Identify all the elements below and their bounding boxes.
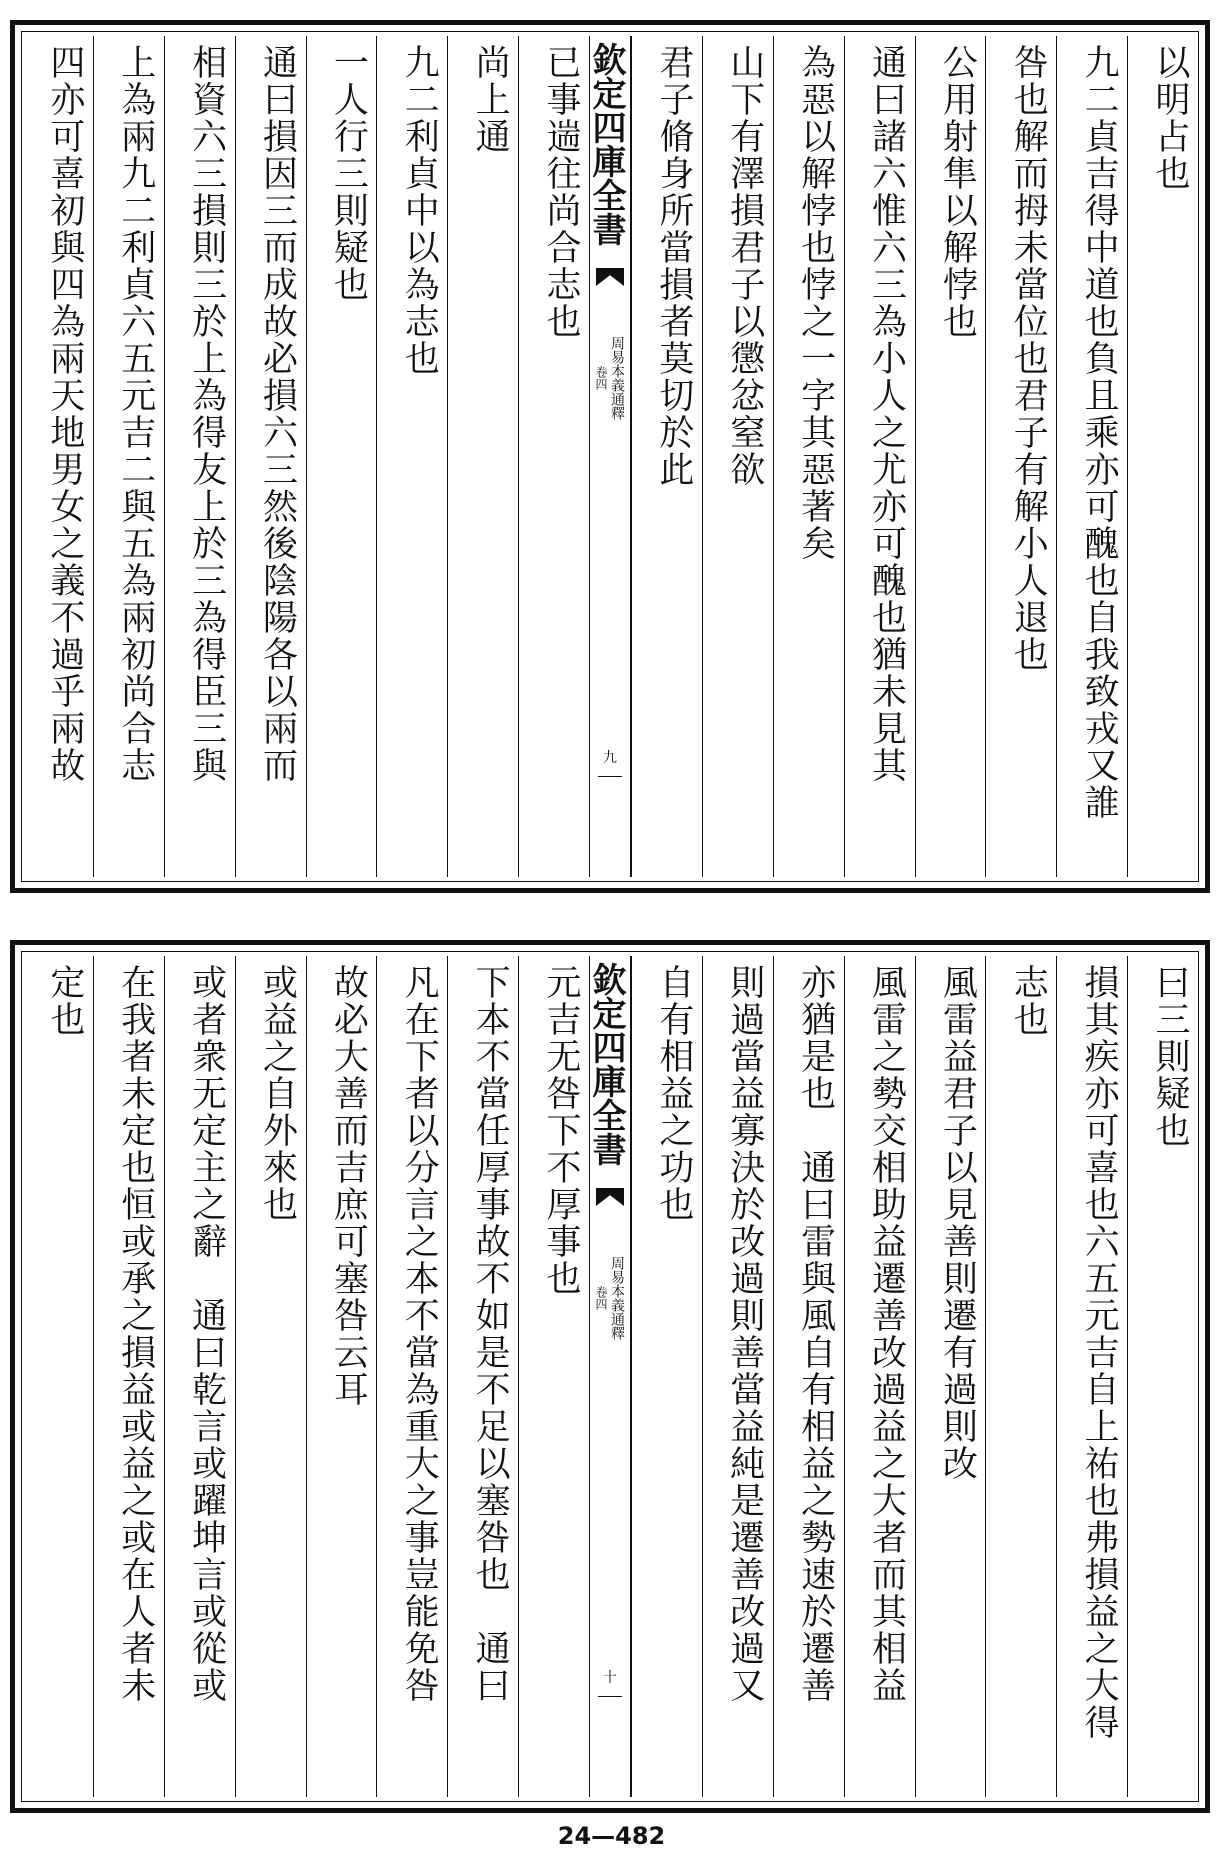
bottom-column-text: 下本不當任厚事故不如是不足以塞咎也 通曰 (470, 964, 511, 1704)
top-text-column (915, 36, 986, 877)
top-column-text: 為惡以解悖也悖之一字其惡著矣 (795, 44, 836, 562)
bottom-text-column (844, 956, 915, 1797)
top-column-text: 君子脩身所當損者莫切於此 (653, 44, 694, 488)
bottom-column-text: 風雷益君子以見善則遷有過則改 (937, 964, 978, 1482)
top-column-text: 九二利貞中以為志也 (399, 44, 440, 377)
top-page-inner-frame (21, 31, 1199, 882)
top-text-column (1056, 36, 1127, 877)
top-column-text: 通曰損因三而成故必損六三然後陰陽各以兩而 (257, 44, 298, 784)
top-column-text: 一人行三則疑也 (328, 44, 369, 303)
bottom-page-inner-frame (21, 951, 1199, 1802)
top-column-text: 公用射隼以解悖也 (937, 44, 978, 340)
top-column-text: 相資六三損則三於上為得友上於三為得臣三與 (186, 44, 227, 784)
bottom-column-text: 定也 (44, 964, 85, 1038)
top-text-column (306, 36, 377, 877)
bottom-fish-tail-mark (596, 1188, 624, 1206)
page-footer-number: 24—482 (557, 1822, 666, 1850)
top-column-text: 以明占也 (1150, 44, 1190, 192)
bottom-center-band (586, 956, 631, 1797)
top-text-column (985, 36, 1056, 877)
top-column-text: 山下有澤損君子以懲忿窒欲 (724, 44, 765, 488)
top-text-column (1127, 36, 1198, 877)
top-column-text: 尚上通 (470, 44, 511, 155)
bottom-column-text: 凡在下者以分言之本不當為重大之事豈能免咎 (399, 964, 440, 1704)
top-text-column (702, 36, 773, 877)
top-band-subtitle: 周易本義通釋 (609, 336, 625, 420)
top-band-page-number: 九 (603, 750, 617, 766)
top-column-text: 通曰諸六惟六三為小人之尤亦可醜也猶未見其 (866, 44, 907, 784)
bottom-column-text: 志也 (1008, 964, 1049, 1038)
top-text-column (93, 36, 164, 877)
top-band-volume: 卷四 (594, 366, 608, 390)
bottom-column-text: 亦猶是也 通曰雷與風自有相益之勢速於遷善 (795, 964, 836, 1704)
top-text-column (518, 36, 589, 877)
bottom-text-column (447, 956, 518, 1797)
top-text-column (22, 36, 93, 877)
top-column-text: 上為兩九二利貞六五元吉二與五為兩初尚合志 (115, 44, 156, 784)
top-band-title: 欽定四庫全書 (586, 42, 626, 246)
bottom-column-text: 曰三則疑也 (1150, 964, 1190, 1149)
top-text-column (631, 36, 702, 877)
bottom-column-text: 或者衆无定主之辭 通曰乾言或躍坤言或從或 (186, 964, 227, 1704)
bottom-text-column (1127, 956, 1198, 1797)
bottom-text-column (22, 956, 93, 1797)
bottom-text-column (631, 956, 702, 1797)
top-column-text: 已事遄往尚合志也 (541, 44, 581, 340)
bottom-text-column (164, 956, 235, 1797)
bottom-text-column (235, 956, 306, 1797)
bottom-text-column (773, 956, 844, 1797)
top-column-text: 九二貞吉得中道也負且乘亦可醜也自我致戎又誰 (1079, 44, 1120, 821)
bottom-column-text: 損其疾亦可喜也六五元吉自上祐也弗損益之大得 (1079, 964, 1120, 1741)
top-text-column (376, 36, 447, 877)
bottom-text-column (985, 956, 1056, 1797)
bottom-column-text: 自有相益之功也 (653, 964, 694, 1223)
bottom-column-text: 風雷之勢交相助益遷善改過益之大者而其相益 (866, 964, 907, 1704)
top-column-text: 四亦可喜初與四為兩天地男女之義不過乎兩故 (44, 44, 85, 784)
top-text-column (447, 36, 518, 877)
bottom-text-column (518, 956, 589, 1797)
top-column-text: 咎也解而拇未當位也君子有解小人退也 (1008, 44, 1049, 673)
bottom-band-volume: 卷四 (594, 1286, 608, 1310)
bottom-column-text: 則過當益寡決於改過則善當益純是遷善改過又 (724, 964, 765, 1704)
bottom-text-column (93, 956, 164, 1797)
bottom-text-column (702, 956, 773, 1797)
top-text-column (844, 36, 915, 877)
bottom-column-text: 在我者未定也恒或承之損益或益之或在人者未 (115, 964, 156, 1704)
bottom-page-frame (10, 940, 1210, 1813)
bottom-text-column (306, 956, 377, 1797)
top-text-column (164, 36, 235, 877)
top-text-column (773, 36, 844, 877)
top-center-band (586, 36, 631, 877)
top-fish-tail-mark (596, 268, 624, 286)
bottom-band-subtitle: 周易本義通釋 (609, 1256, 625, 1340)
bottom-band-title: 欽定四庫全書 (586, 962, 626, 1166)
bottom-text-column (915, 956, 986, 1797)
top-band-rule (598, 776, 622, 778)
bottom-band-page-number: 十 (603, 1670, 617, 1686)
top-page-frame (10, 20, 1210, 893)
bottom-text-column (1056, 956, 1127, 1797)
bottom-column-text: 故必大善而吉庶可塞咎云耳 (328, 964, 369, 1408)
top-text-column (235, 36, 306, 877)
bottom-column-text: 元吉无咎下不厚事也 (541, 964, 581, 1297)
bottom-text-column (376, 956, 447, 1797)
bottom-band-rule (598, 1696, 622, 1698)
bottom-column-text: 或益之自外來也 (257, 964, 298, 1223)
